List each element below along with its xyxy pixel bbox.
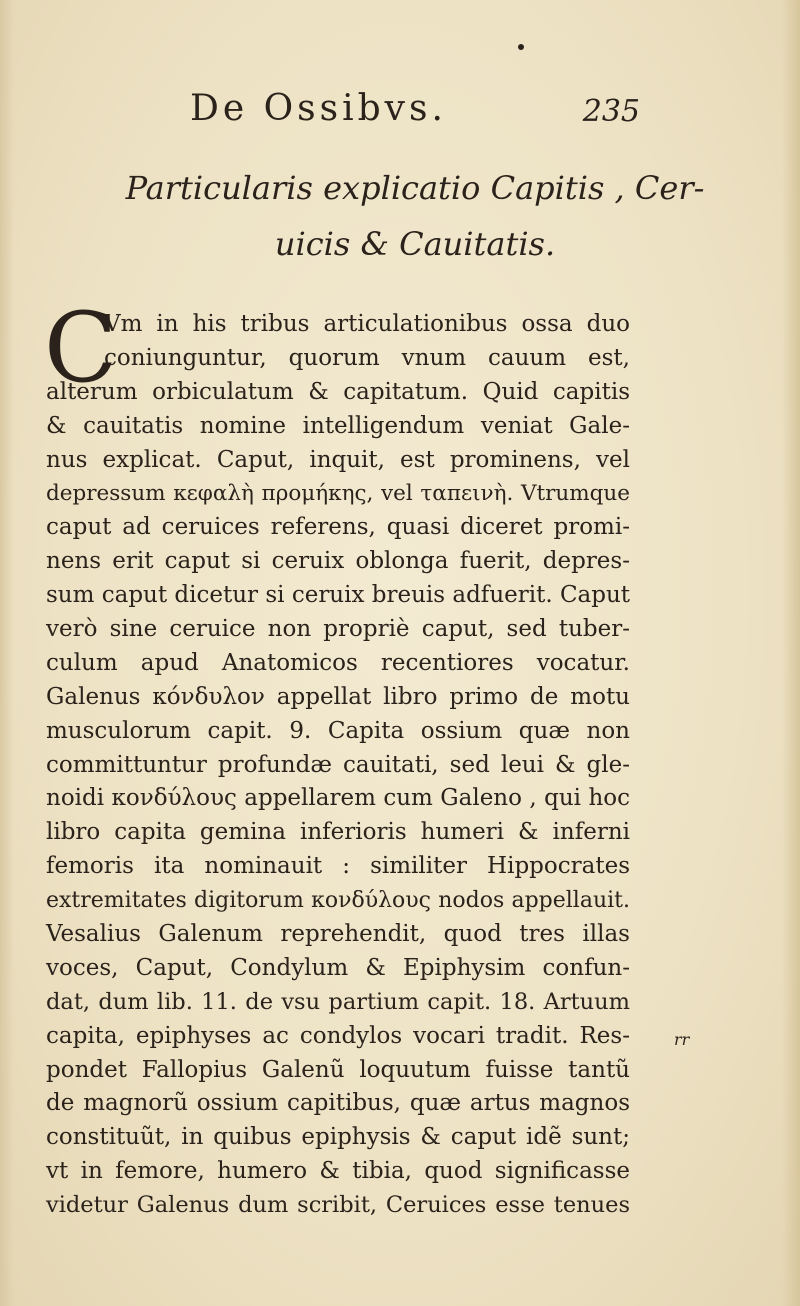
- text-line: & cauitatis nomine intelligendum veniat Gale-: [46, 412, 630, 439]
- text-line: culum apud Anatomicos recentiores vocatur.: [46, 649, 630, 676]
- marginal-note: rr: [674, 1030, 690, 1049]
- text-line: de magnorũ ossium capitibus, quæ artus magnos: [46, 1090, 630, 1117]
- text-line: capita, epiphyses ac condylos vocari tradit. Res-: [46, 1022, 630, 1049]
- text-line: constituũt, in quibus epiphysis & caput idẽ sunt;: [46, 1124, 630, 1151]
- text-line: noidi κονδύλους appellarem cum Galeno , qui hoc: [46, 785, 630, 812]
- text-line: dat, dum lib. 11. de vsu partium capit. 18. Artuum: [46, 988, 630, 1015]
- page-number: 235: [582, 94, 640, 129]
- text-line: Galenus κόνδυλον appellat libro primo de motu: [46, 683, 630, 710]
- page-header: [190, 88, 640, 136]
- section-title-line: uicis & Cauitatis.: [274, 225, 556, 263]
- text-line: vt in femore, humero & tibia, quod significasse: [46, 1158, 630, 1185]
- text-line: pondet Fallopius Galenũ loquutum fuisse tantũ: [46, 1056, 630, 1083]
- text-line: femoris ita nominauit : similiter Hippocrates: [46, 853, 630, 880]
- text-line: Vesalius Galenum reprehendit, quod tres illas: [46, 921, 630, 948]
- text-line: libro capita gemina inferioris humeri & inferni: [46, 819, 630, 846]
- text-line: nens erit caput si ceruix oblonga fuerit, depres-: [46, 548, 630, 575]
- ink-spot: [518, 44, 524, 50]
- text-line: musculorum capit. 9. Capita ossium quæ non: [46, 717, 630, 744]
- drop-cap: C: [44, 292, 118, 404]
- text-line: committuntur profundæ cauitati, sed leui & gle-: [46, 751, 630, 778]
- text-line: alterum orbiculatum & capitatum. Quid capitis: [46, 378, 630, 405]
- text-line: sum caput dicetur si ceruix breuis adfuerit. Caput: [46, 582, 631, 609]
- section-title: [70, 160, 760, 272]
- running-head: De Ossibvs.: [190, 88, 447, 129]
- page-edge-left: [0, 0, 14, 1306]
- section-title-line: Particularis explicatio Capitis , Cer-: [125, 169, 705, 207]
- text-line: verò sine ceruice non propriè caput, sed tuber-: [46, 616, 630, 643]
- page-edge-right: [782, 0, 800, 1306]
- text-line: depressum κεφαλὴ προμήκης, vel ταπεινὴ. Vtrumque: [46, 481, 630, 507]
- text-line: nus explicat. Caput, inquit, est prominens, vel: [46, 446, 630, 473]
- text-line: videtur Galenus dum scribit, Ceruices esse tenues: [46, 1192, 630, 1219]
- text-line: caput ad ceruices referens, quasi diceret promi-: [46, 514, 630, 541]
- text-line: coniunguntur, quorum vnum cauum est,: [104, 344, 630, 371]
- body-text: [46, 308, 630, 1223]
- text-line: voces, Caput, Condylum & Epiphysim confun-: [46, 954, 630, 981]
- text-line: extremitates digitorum κονδύλους nodos appellauit.: [46, 888, 630, 914]
- text-line: Vm in his tribus articulationibus ossa duo: [104, 311, 630, 337]
